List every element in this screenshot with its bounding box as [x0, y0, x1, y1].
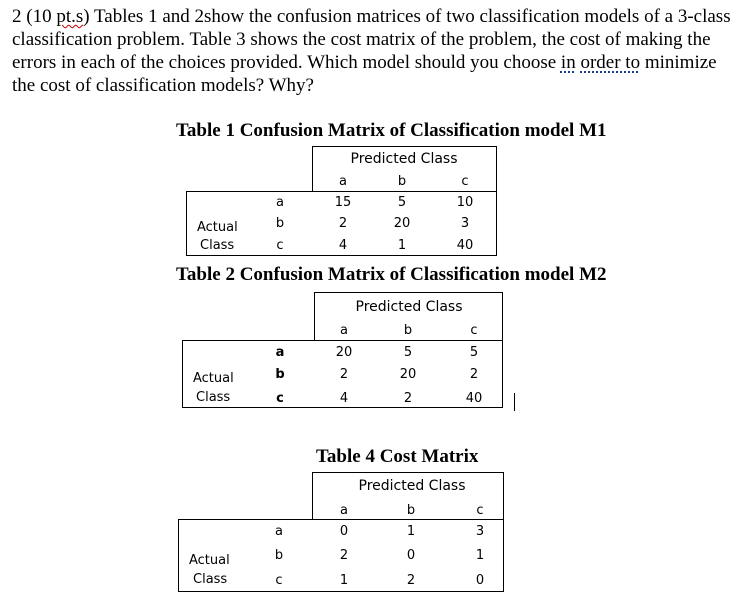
table2-class-label: Class — [196, 390, 231, 405]
table1-row-a: a — [276, 195, 284, 210]
table2-col-a: a — [340, 323, 348, 338]
table2-col-c: c — [470, 323, 478, 338]
spellcheck-underline-pts: pt.s — [56, 6, 84, 27]
table4-col-b: b — [406, 503, 416, 518]
table1-cell-b-c: 3 — [460, 216, 470, 231]
table2-cell-b-b: 20 — [399, 367, 417, 382]
table2-cell-b-c: 2 — [469, 367, 479, 382]
text-cursor — [514, 393, 515, 411]
table1-col-b: b — [397, 174, 407, 189]
table1-caption: Table 1 Confusion Matrix of Classification model M1 — [176, 120, 607, 141]
table2-cell-c-a: 4 — [339, 391, 349, 406]
table4-col-a: a — [340, 503, 348, 518]
table4-predicted-header: Predicted Class — [358, 478, 466, 494]
table1-cell-c-b: 1 — [397, 238, 407, 253]
table2-cell-a-a: 20 — [335, 345, 353, 360]
table1-row-c: c — [276, 238, 284, 253]
table4-class-label: Class — [193, 572, 228, 587]
table4-row-a: a — [275, 524, 283, 539]
table4-cell-c-b: 2 — [406, 573, 416, 588]
table2-cell-a-c: 5 — [469, 345, 479, 360]
table1-cell-c-c: 40 — [456, 238, 474, 253]
table4-row-b: b — [274, 548, 284, 563]
table1-cell-b-a: 2 — [338, 216, 348, 231]
table4-cell-a-a: 0 — [339, 524, 349, 539]
table1-cell-a-c: 10 — [456, 195, 474, 210]
table4-cell-b-a: 2 — [339, 548, 349, 563]
table4-cell-b-b: 0 — [406, 548, 416, 563]
table4-col-c: c — [476, 503, 484, 518]
grammar-underline-in: in — [560, 52, 576, 73]
table1-cell-c-a: 4 — [338, 238, 348, 253]
table4-cell-a-c: 3 — [475, 524, 485, 539]
table2-cell-c-c: 40 — [465, 391, 483, 406]
table2-cell-b-a: 2 — [339, 367, 349, 382]
table2-cell-a-b: 5 — [403, 345, 413, 360]
table4-row-c: c — [275, 573, 283, 588]
table1-predicted-header: Predicted Class — [350, 151, 458, 167]
table2-actual-label: Actual — [193, 371, 234, 386]
table1-cell-b-b: 20 — [393, 216, 411, 231]
table1-col-c: c — [461, 174, 469, 189]
table1-cell-a-b: 5 — [397, 195, 407, 210]
table2-row-a: a — [275, 345, 285, 360]
table1-actual-label: Actual — [197, 220, 238, 235]
question-text: 2 (10 pt.s) Tables 1 and 2show the confusion matrices of two classification models of a 3-class classification problem. Table 3 shows the cost matrix of the problem, the cost of making the errors in each of the choices provided. Which model should you choose in order to minimize the cost of classification models? Why? — [12, 6, 731, 96]
table2-col-b: b — [403, 323, 413, 338]
grammar-underline-order-to: order to — [580, 52, 641, 73]
table4-cell-a-b: 1 — [406, 524, 416, 539]
table4-caption: Table 4 Cost Matrix — [316, 446, 479, 467]
table4-actual-label: Actual — [189, 553, 230, 568]
table4-cell-c-c: 0 — [475, 573, 485, 588]
table1-cell-a-a: 15 — [334, 195, 352, 210]
table2-caption: Table 2 Confusion Matrix of Classification model M2 — [176, 264, 607, 285]
table2-row-b: b — [275, 367, 285, 382]
table4-cell-b-c: 1 — [475, 548, 485, 563]
table1-col-a: a — [339, 174, 347, 189]
table2-row-c: c — [276, 391, 284, 406]
table1-row-b: b — [275, 216, 285, 231]
table2-cell-c-b: 2 — [403, 391, 413, 406]
table1-class-label: Class — [200, 238, 235, 253]
table2-predicted-header: Predicted Class — [355, 299, 463, 315]
table4-cell-c-a: 1 — [339, 573, 349, 588]
